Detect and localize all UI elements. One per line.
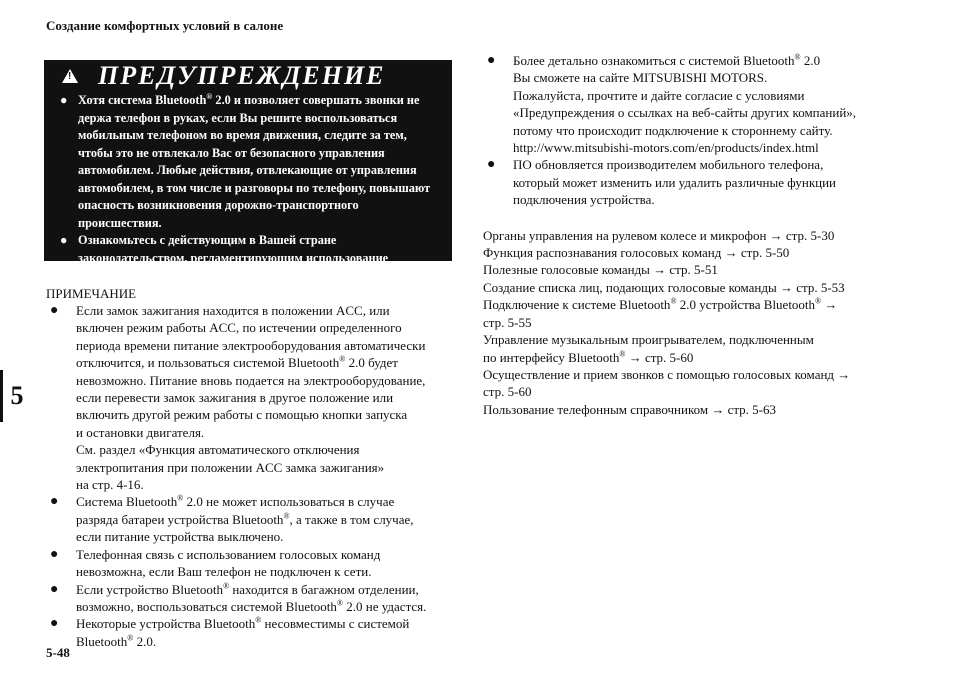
- note-text: Некоторые устройства Bluetooth: [76, 616, 256, 632]
- note-item: [483, 52, 903, 156]
- note-text: потому что происходит подключение к стороннему сайту.: [513, 122, 833, 138]
- cross-reference: Осуществление и прием звонков с помощью голосовых команд →: [483, 366, 851, 382]
- note-item: [46, 493, 456, 545]
- note-text: , а также в том случае,: [289, 511, 414, 527]
- note-label: ПРИМЕЧАНИЕ: [46, 286, 137, 301]
- note-text: Телефонная связь с использованием голосовых команд: [76, 546, 381, 562]
- bullet-icon: ●: [487, 157, 496, 173]
- warning-text: мобильным телефоном во время движения, следите за тем,: [78, 128, 407, 142]
- note-text: подключения устройства.: [513, 192, 655, 208]
- note-text: 2.0 не может использоваться в случае: [183, 494, 395, 510]
- note-list: [46, 302, 456, 650]
- note-text: невозможно. Питание вновь подается на электрооборудование,: [76, 372, 426, 388]
- warning-text: держа телефон в руках, если Вы решите воспользоваться: [78, 110, 398, 125]
- warning-title-bar: [56, 60, 440, 92]
- bullet-icon: ●: [50, 494, 59, 510]
- note-text: Пожалуйста, прочтите и дайте согласие с условиями: [513, 87, 805, 103]
- warning-text: чтобы это не отвлекало Вас от безопасного управления: [78, 145, 385, 160]
- warning-text: 2.0 и позволяет совершать звонки не: [212, 93, 420, 107]
- note-text: электропитания при положении ACC замка зажигания»: [76, 459, 385, 475]
- bullet-icon: ●: [487, 53, 496, 68]
- note-text: ПО обновляется производителем мобильного телефона,: [513, 157, 824, 173]
- note-item: [46, 302, 456, 493]
- note-text: отключится, и пользоваться системой Bluetooth: [76, 355, 340, 371]
- bullet-icon: ●: [50, 546, 59, 562]
- cross-reference: Полезные голосовые команды → стр. 5-51: [483, 262, 718, 278]
- cross-reference: [483, 349, 903, 366]
- note-text: на стр. 4-16.: [76, 477, 144, 493]
- warning-text: происшествия.: [78, 215, 162, 230]
- registered-mark: ®: [177, 494, 184, 504]
- note-item: [46, 546, 456, 581]
- warning-triangle-icon: [62, 69, 78, 83]
- registered-mark: ®: [223, 581, 230, 591]
- note-text: невозможна, если Ваш телефон не подключен к сети.: [76, 564, 372, 580]
- note-text: возможно, воспользоваться системой Bluetooth: [76, 598, 337, 614]
- note-text: периода времени питание электрооборудования автоматически: [76, 337, 426, 353]
- note-item: [46, 581, 456, 616]
- bullet-icon: ●: [60, 233, 68, 247]
- registered-mark: ®: [336, 598, 343, 608]
- registered-mark: ®: [283, 511, 290, 521]
- cross-reference: [483, 296, 903, 313]
- cross-reference-list: [483, 227, 903, 418]
- chapter-tab: 5: [0, 370, 34, 422]
- note-text: который может изменить или удалить различные функции: [513, 174, 837, 190]
- warning-text: опасность возникновения дорожно-транспортного: [78, 198, 359, 212]
- cross-reference: Органы управления на рулевом колесе и микрофон → стр. 5-30: [483, 227, 835, 243]
- note-text: 2.0: [800, 53, 821, 68]
- warning-text: автомобилем. Любые действия, отвлекающие от управления: [78, 163, 417, 177]
- warning-box: [44, 60, 452, 282]
- warning-exclamation: !: [68, 71, 72, 82]
- note-text: Вы сможете на сайте MITSUBISHI MOTORS.: [513, 70, 768, 86]
- note-text: См. раздел «Функция автоматического отключения: [76, 442, 360, 458]
- note-text: разряда батареи устройства Bluetooth: [76, 511, 284, 527]
- page-header: Создание комфортных условий в салоне: [46, 18, 284, 33]
- warning-text: законодательством, регламентирующим использование: [78, 250, 389, 265]
- arrow-icon: →: [821, 297, 838, 313]
- note-text: 2.0 будет: [345, 355, 398, 371]
- warning-text: Ознакомьтесь с действующим в Вашей стране: [78, 233, 337, 247]
- registered-mark: ®: [815, 296, 822, 306]
- note-text: и остановки двигателя.: [76, 424, 205, 440]
- warning-text: мобильного телефона за рулем, и соблюдайте его требования.: [78, 268, 420, 282]
- cross-reference: стр. 5-55: [483, 314, 532, 330]
- registered-mark: ®: [127, 633, 134, 643]
- registered-mark: ®: [206, 91, 213, 101]
- warning-text: автомобилем, в том числе и разговоры по телефону, повышают: [78, 180, 431, 195]
- bullet-icon: ●: [60, 93, 68, 107]
- cross-reference: стр. 5-60: [483, 384, 532, 400]
- note-text: если перевести замок зажигания в другое положение или: [76, 390, 394, 406]
- cross-reference-text: → стр. 5-60: [625, 349, 694, 365]
- warning-heading: ПРЕДУПРЕЖДЕНИЕ: [98, 61, 386, 90]
- note-text: 2.0.: [133, 633, 157, 649]
- cross-reference: Пользование телефонным справочником → стр. 5-63: [483, 401, 777, 417]
- warning-item: [56, 92, 440, 232]
- registered-mark: ®: [670, 296, 677, 306]
- note-text: Если замок зажигания находится в положении ACC, или: [76, 303, 390, 318]
- page-number: 5-48: [46, 645, 70, 660]
- bullet-icon: ●: [50, 303, 59, 318]
- cross-reference: Управление музыкальным проигрывателем, подключенным: [483, 332, 814, 348]
- cross-reference: Функция распознавания голосовых команд → стр. 5-50: [483, 245, 790, 261]
- right-column: [483, 52, 903, 418]
- note-text: Более детально ознакомиться с системой Bluetooth: [513, 53, 795, 68]
- cross-reference-text: 2.0 устройства Bluetooth: [676, 297, 816, 313]
- bullet-icon: ●: [50, 616, 59, 632]
- warning-item: [56, 232, 440, 285]
- cross-reference-text: по интерфейсу Bluetooth: [483, 349, 620, 365]
- note-text: Система Bluetooth: [76, 494, 178, 510]
- note-text: «Предупреждения о ссылках на веб-сайты других компаний»,: [513, 105, 857, 121]
- registered-mark: ®: [794, 52, 801, 62]
- note-item: [483, 156, 903, 208]
- note-text: включен режим работы ACC, по истечении определенного: [76, 320, 402, 336]
- note-text: Bluetooth: [76, 633, 128, 649]
- bullet-icon: ●: [50, 581, 59, 597]
- cross-reference-text: Подключение к системе Bluetooth: [483, 297, 671, 313]
- note-text: Если устройство Bluetooth: [76, 581, 223, 597]
- website-url: http://www.mitsubishi-motors.com/en/products/index.html: [513, 140, 819, 156]
- cross-reference: Создание списка лиц, подающих голосовые команды → стр. 5-53: [483, 279, 845, 295]
- note-text: несовместимы с системой: [261, 616, 410, 632]
- registered-mark: ®: [255, 615, 262, 625]
- registered-mark: ®: [619, 349, 626, 359]
- note-text: если питание устройства выключено.: [76, 529, 284, 545]
- note-text: включить другой режим работы с помощью кнопки запуска: [76, 407, 408, 423]
- note-item: [46, 615, 456, 650]
- note-text: находится в багажном отделении,: [229, 581, 419, 597]
- registered-mark: ®: [339, 354, 346, 364]
- warning-text: Хотя система Bluetooth: [78, 93, 207, 107]
- note-text: 2.0 не удастся.: [343, 598, 427, 614]
